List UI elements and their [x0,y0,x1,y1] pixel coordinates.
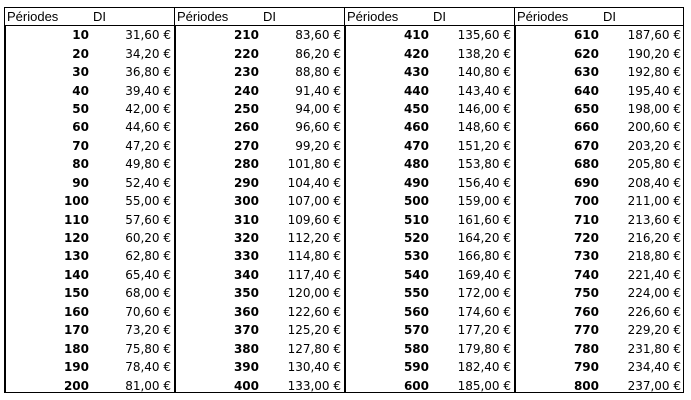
amount-cell: 234,40 € [627,360,681,375]
table-row [515,174,683,192]
period-cell: 570 [403,323,429,338]
column-header [515,8,683,26]
rows-container [175,26,344,395]
table-row [175,192,344,210]
amount-cell: 213,60 € [627,212,681,227]
period-cell: 150 [63,286,89,301]
amount-cell: 101,80 € [287,157,341,172]
table-row [5,44,174,62]
column-block [344,7,514,393]
table-row [345,44,514,62]
amount-cell: 36,80 € [125,65,171,80]
amount-cell: 179,80 € [457,341,511,356]
period-cell: 630 [573,65,599,80]
period-cell: 590 [403,360,429,375]
amount-cell: 81,00 € [125,378,171,393]
amount-cell: 237,00 € [627,378,681,393]
period-cell: 560 [403,304,429,319]
table-row [515,247,683,265]
period-cell: 300 [233,194,259,209]
amount-cell: 224,00 € [627,286,681,301]
amount-cell: 211,00 € [627,194,681,209]
period-cell: 260 [233,120,259,135]
column-header [175,8,344,26]
table-row [345,321,514,339]
amount-cell: 62,80 € [125,249,171,264]
amount-cell: 70,60 € [125,304,171,319]
period-cell: 670 [573,138,599,153]
amount-cell: 195,40 € [627,83,681,98]
table-row [175,229,344,247]
period-cell: 400 [233,378,259,393]
period-cell: 410 [403,28,429,43]
period-cell: 190 [63,360,89,375]
period-cell: 720 [573,231,599,246]
table-row [5,229,174,247]
amount-cell: 203,20 € [627,138,681,153]
rate-table [4,7,684,393]
header-periodes: Périodes [517,9,569,24]
period-cell: 490 [403,175,429,190]
table-row [175,376,344,394]
amount-cell: 104,40 € [287,175,341,190]
period-cell: 770 [573,323,599,338]
period-cell: 220 [233,46,259,61]
amount-cell: 99,20 € [295,138,341,153]
table-row [345,137,514,155]
amount-cell: 166,80 € [457,249,511,264]
period-cell: 660 [573,120,599,135]
amount-cell: 130,40 € [287,360,341,375]
period-cell: 430 [403,65,429,80]
table-row [345,63,514,81]
period-cell: 710 [573,212,599,227]
amount-cell: 229,20 € [627,323,681,338]
period-cell: 180 [63,341,89,356]
amount-cell: 83,60 € [295,28,341,43]
table-row [345,155,514,173]
amount-cell: 156,40 € [457,175,511,190]
table-row [175,303,344,321]
amount-cell: 185,00 € [457,378,511,393]
table-row [515,44,683,62]
table-row [175,321,344,339]
table-row [515,358,683,376]
table-row [515,155,683,173]
amount-cell: 52,40 € [125,175,171,190]
amount-cell: 78,40 € [125,360,171,375]
table-row [5,303,174,321]
period-cell: 700 [573,194,599,209]
amount-cell: 60,20 € [125,231,171,246]
period-cell: 470 [403,138,429,153]
period-cell: 10 [72,28,89,43]
period-cell: 790 [573,360,599,375]
table-row [345,192,514,210]
table-row [175,339,344,357]
period-cell: 510 [403,212,429,227]
table-row [345,339,514,357]
period-cell: 610 [573,28,599,43]
header-periodes: Périodes [7,9,59,24]
table-row [515,210,683,228]
period-cell: 160 [63,304,89,319]
table-row [5,210,174,228]
table-row [175,210,344,228]
table-row [5,266,174,284]
table-row [175,247,344,265]
amount-cell: 120,00 € [287,286,341,301]
amount-cell: 42,00 € [125,101,171,116]
table-row [175,266,344,284]
amount-cell: 68,00 € [125,286,171,301]
table-row [5,63,174,81]
period-cell: 480 [403,157,429,172]
table-row [5,155,174,173]
period-cell: 730 [573,249,599,264]
amount-cell: 31,60 € [125,28,171,43]
table-row [515,303,683,321]
period-cell: 380 [233,341,259,356]
amount-cell: 114,80 € [287,249,341,264]
table-row [175,284,344,302]
table-row [345,376,514,394]
table-row [345,247,514,265]
period-cell: 210 [233,28,259,43]
table-row [5,284,174,302]
table-row [175,137,344,155]
table-row [515,192,683,210]
table-row [345,100,514,118]
table-row [175,100,344,118]
table-row [5,321,174,339]
header-di: DI [263,9,276,24]
column-block [514,7,684,393]
amount-cell: 192,80 € [627,65,681,80]
amount-cell: 140,80 € [457,65,511,80]
table-row [515,118,683,136]
amount-cell: 172,00 € [457,286,511,301]
period-cell: 230 [233,65,259,80]
table-row [515,376,683,394]
period-cell: 450 [403,101,429,116]
period-cell: 100 [63,194,89,209]
period-cell: 120 [63,231,89,246]
amount-cell: 198,00 € [627,101,681,116]
period-cell: 460 [403,120,429,135]
table-row [175,44,344,62]
amount-cell: 216,20 € [627,231,681,246]
period-cell: 420 [403,46,429,61]
amount-cell: 96,60 € [295,120,341,135]
table-row [515,266,683,284]
table-row [5,137,174,155]
table-row [5,376,174,394]
amount-cell: 205,80 € [627,157,681,172]
amount-cell: 109,60 € [287,212,341,227]
period-cell: 680 [573,157,599,172]
table-row [5,118,174,136]
period-cell: 280 [233,157,259,172]
header-periodes: Périodes [177,9,229,24]
header-di: DI [433,9,446,24]
period-cell: 550 [403,286,429,301]
period-cell: 350 [233,286,259,301]
table-row [175,155,344,173]
table-row [515,339,683,357]
table-row [515,229,683,247]
period-cell: 70 [72,138,89,153]
period-cell: 80 [72,157,89,172]
table-row [175,81,344,99]
amount-cell: 151,20 € [457,138,511,153]
period-cell: 90 [72,175,89,190]
table-row [515,321,683,339]
amount-cell: 135,60 € [457,28,511,43]
amount-cell: 122,60 € [287,304,341,319]
period-cell: 250 [233,101,259,116]
amount-cell: 231,80 € [627,341,681,356]
table-row [5,26,174,44]
amount-cell: 138,20 € [457,46,511,61]
table-row [345,229,514,247]
table-row [345,303,514,321]
period-cell: 440 [403,83,429,98]
table-row [515,284,683,302]
table-row [345,118,514,136]
period-cell: 320 [233,231,259,246]
period-cell: 800 [573,378,599,393]
amount-cell: 39,40 € [125,83,171,98]
amount-cell: 159,00 € [457,194,511,209]
period-cell: 130 [63,249,89,264]
amount-cell: 177,20 € [457,323,511,338]
amount-cell: 164,20 € [457,231,511,246]
table-row [515,26,683,44]
period-cell: 30 [72,65,89,80]
column-block [4,7,174,393]
amount-cell: 86,20 € [295,46,341,61]
amount-cell: 200,60 € [627,120,681,135]
period-cell: 370 [233,323,259,338]
amount-cell: 112,20 € [287,231,341,246]
column-header [345,8,514,26]
amount-cell: 55,00 € [125,194,171,209]
amount-cell: 187,60 € [627,28,681,43]
period-cell: 520 [403,231,429,246]
header-di: DI [603,9,616,24]
column-header [5,8,174,26]
period-cell: 50 [72,101,89,116]
table-row [515,137,683,155]
table-row [345,358,514,376]
period-cell: 330 [233,249,259,264]
table-row [515,81,683,99]
amount-cell: 161,60 € [457,212,511,227]
amount-cell: 169,40 € [457,267,511,282]
table-row [175,63,344,81]
period-cell: 360 [233,304,259,319]
rows-container [345,26,514,395]
header-periodes: Périodes [347,9,399,24]
amount-cell: 91,40 € [295,83,341,98]
amount-cell: 75,80 € [125,341,171,356]
period-cell: 690 [573,175,599,190]
table-row [345,266,514,284]
period-cell: 40 [72,83,89,98]
amount-cell: 182,40 € [457,360,511,375]
table-row [345,26,514,44]
amount-cell: 148,60 € [457,120,511,135]
period-cell: 640 [573,83,599,98]
amount-cell: 44,60 € [125,120,171,135]
table-row [515,100,683,118]
table-row [5,192,174,210]
amount-cell: 47,20 € [125,138,171,153]
table-row [5,100,174,118]
table-row [515,63,683,81]
table-row [175,174,344,192]
amount-cell: 73,20 € [125,323,171,338]
period-cell: 140 [63,267,89,282]
period-cell: 580 [403,341,429,356]
table-row [175,118,344,136]
period-cell: 540 [403,267,429,282]
period-cell: 240 [233,83,259,98]
amount-cell: 208,40 € [627,175,681,190]
amount-cell: 174,60 € [457,304,511,319]
amount-cell: 94,00 € [295,101,341,116]
amount-cell: 221,40 € [627,267,681,282]
period-cell: 20 [72,46,89,61]
table-row [5,81,174,99]
period-cell: 750 [573,286,599,301]
period-cell: 390 [233,360,259,375]
amount-cell: 49,80 € [125,157,171,172]
table-row [5,174,174,192]
amount-cell: 133,00 € [287,378,341,393]
amount-cell: 117,40 € [287,267,341,282]
table-row [5,358,174,376]
period-cell: 340 [233,267,259,282]
period-cell: 650 [573,101,599,116]
rows-container [5,26,174,395]
period-cell: 530 [403,249,429,264]
amount-cell: 226,60 € [627,304,681,319]
period-cell: 110 [63,212,89,227]
amount-cell: 127,80 € [287,341,341,356]
column-block [174,7,344,393]
period-cell: 310 [233,212,259,227]
amount-cell: 125,20 € [287,323,341,338]
period-cell: 270 [233,138,259,153]
amount-cell: 190,20 € [627,46,681,61]
period-cell: 290 [233,175,259,190]
period-cell: 760 [573,304,599,319]
table-row [345,210,514,228]
amount-cell: 34,20 € [125,46,171,61]
table-row [345,81,514,99]
amount-cell: 107,00 € [287,194,341,209]
amount-cell: 65,40 € [125,267,171,282]
period-cell: 780 [573,341,599,356]
period-cell: 60 [72,120,89,135]
rows-container [515,26,683,395]
period-cell: 740 [573,267,599,282]
table-row [5,247,174,265]
period-cell: 170 [63,323,89,338]
table-row [5,339,174,357]
table-row [175,26,344,44]
amount-cell: 143,40 € [457,83,511,98]
amount-cell: 153,80 € [457,157,511,172]
header-di: DI [93,9,106,24]
amount-cell: 146,00 € [457,101,511,116]
table-row [345,174,514,192]
period-cell: 500 [403,194,429,209]
period-cell: 200 [63,378,89,393]
period-cell: 600 [403,378,429,393]
period-cell: 620 [573,46,599,61]
table-row [175,358,344,376]
amount-cell: 88,80 € [295,65,341,80]
amount-cell: 218,80 € [627,249,681,264]
amount-cell: 57,60 € [125,212,171,227]
table-row [345,284,514,302]
